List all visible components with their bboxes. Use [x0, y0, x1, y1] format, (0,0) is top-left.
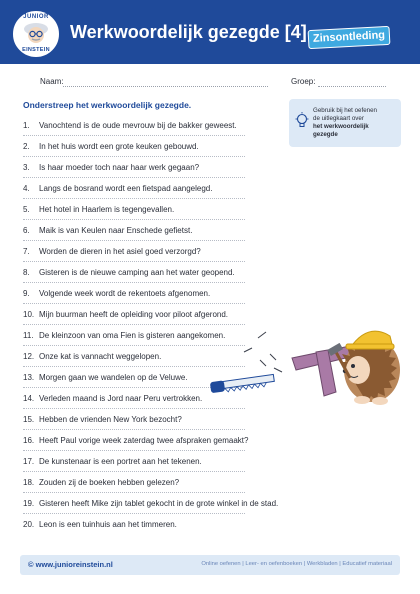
- item-sentence[interactable]: In het huis wordt een grote keuken gebouwd.: [39, 142, 199, 151]
- hard-hat-icon: [346, 331, 394, 349]
- exercise-item: [23, 268, 235, 280]
- item-sentence[interactable]: Is haar moeder toch naar haar werk gegaan?: [39, 163, 200, 172]
- exercise-item: [23, 121, 237, 133]
- exercise-item: [23, 499, 278, 511]
- info-line-1: Gebruik bij het oefenen: [313, 107, 377, 114]
- item-number: 10.: [23, 310, 35, 319]
- item-sentence[interactable]: Worden de dieren in het asiel goed verzorgd?: [39, 247, 201, 256]
- item-number: 11.: [23, 331, 34, 340]
- nails-icon: [244, 332, 282, 372]
- separator: [23, 303, 245, 304]
- item-sentence[interactable]: Onze kat is vannacht weggelopen.: [39, 352, 162, 361]
- exercise-item: [23, 415, 182, 427]
- item-number: 1.: [23, 121, 30, 130]
- item-number: 7.: [23, 247, 30, 256]
- info-line-3: het werkwoordelijk: [313, 123, 369, 130]
- item-sentence[interactable]: Vanochtend is de oude mevrouw bij de bakker geweest.: [39, 121, 237, 130]
- item-sentence[interactable]: Leon is een tuinhuis aan het timmeren.: [39, 520, 177, 529]
- item-sentence[interactable]: De kunstenaar is een portret aan het tekenen.: [39, 457, 202, 466]
- instruction-heading: Onderstreep het werkwoordelijk gezegde.: [23, 100, 192, 110]
- item-sentence[interactable]: Gisteren is de nieuwe camping aan het water geopend.: [39, 268, 235, 277]
- separator: [23, 450, 245, 451]
- exercise-item: [23, 247, 201, 259]
- separator: [23, 135, 245, 136]
- item-number: 8.: [23, 268, 30, 277]
- exercise-item: [23, 331, 225, 343]
- separator: [23, 513, 245, 514]
- item-number: 9.: [23, 289, 30, 298]
- item-sentence[interactable]: Langs de bosrand wordt een fietspad aangelegd.: [39, 184, 213, 193]
- exercise-item: [23, 163, 199, 175]
- separator: [23, 198, 245, 199]
- exercise-item: [23, 520, 177, 532]
- exercise-item: [23, 352, 161, 364]
- exercise-item: [23, 289, 210, 301]
- footer-website-link[interactable]: © www.junioreinstein.nl: [28, 560, 113, 569]
- item-sentence[interactable]: Zouden zij de boeken hebben gelezen?: [39, 478, 180, 487]
- item-number: 17.: [23, 457, 35, 466]
- item-number: 3.: [23, 163, 30, 172]
- item-number: 15.: [23, 415, 35, 424]
- item-number: 4.: [23, 184, 30, 193]
- hedgehog-carpenter-illustration: [200, 308, 410, 418]
- item-sentence[interactable]: Mijn buurman heeft de opleiding voor piloot afgerond.: [39, 310, 229, 319]
- exercise-item: [23, 184, 212, 196]
- item-sentence[interactable]: Heeft Paul vorige week zaterdag twee afspraken gemaakt?: [39, 436, 249, 445]
- item-number: 5.: [23, 205, 30, 214]
- junior-einstein-logo: [11, 9, 61, 59]
- info-text: [313, 107, 397, 139]
- group-label: Groep:: [291, 77, 316, 86]
- item-number: 6.: [23, 226, 30, 235]
- item-sentence[interactable]: Hebben de vrienden New York bezocht?: [39, 415, 182, 424]
- separator: [23, 429, 245, 430]
- group-field[interactable]: [318, 86, 386, 87]
- info-line-2: de uitlegkaart over: [313, 115, 364, 122]
- item-sentence[interactable]: De kleinzoon van oma Fien is gisteren aangekomen.: [39, 331, 226, 340]
- info-box: [289, 99, 401, 147]
- item-number: 14.: [23, 394, 35, 403]
- exercise-item: [23, 478, 179, 490]
- item-number: 13.: [23, 373, 35, 382]
- item-sentence[interactable]: Verleden maand is Jord naar Peru vertrokken.: [39, 394, 203, 403]
- footer-links[interactable]: Online oefenen | Leer- en oefenboeken | Werkbladen | Educatief materiaal: [201, 561, 392, 567]
- item-number: 18.: [23, 478, 35, 487]
- item-number: 19.: [23, 499, 35, 508]
- page-title: Werkwoordelijk gezegde [4]: [70, 22, 307, 42]
- item-number: 2.: [23, 142, 30, 151]
- item-sentence[interactable]: Morgen gaan we wandelen op de Veluwe.: [39, 373, 188, 382]
- exercise-item: [23, 373, 188, 385]
- exercise-item: [23, 142, 199, 154]
- logo-top-text: JUNIOR: [23, 14, 49, 20]
- separator: [23, 240, 245, 241]
- exercise-item: [23, 436, 248, 448]
- item-number: 20.: [23, 520, 35, 529]
- header-bar: [0, 0, 420, 64]
- exercise-item: [23, 457, 202, 469]
- separator: [23, 219, 245, 220]
- separator: [23, 492, 245, 493]
- item-sentence[interactable]: Volgende week wordt de rekentoets afgenomen.: [39, 289, 211, 298]
- info-line-4: gezegde: [313, 131, 338, 138]
- exercise-item: [23, 394, 202, 406]
- category-tag: Zinsontleding: [308, 26, 391, 49]
- separator: [23, 156, 245, 157]
- item-number: 12.: [23, 352, 35, 361]
- name-label: Naam:: [40, 77, 64, 86]
- item-sentence[interactable]: Maik is van Keulen naar Enschede gefietst.: [39, 226, 193, 235]
- separator: [23, 282, 245, 283]
- item-number: 16.: [23, 436, 35, 445]
- item-sentence[interactable]: Gisteren heeft Mike zijn tablet gekocht in de grote winkel in de stad.: [39, 499, 279, 508]
- exercise-item: [23, 226, 192, 238]
- lightbulb-icon: [295, 112, 309, 130]
- exercise-item: [23, 205, 174, 217]
- footer-bar: [20, 555, 400, 575]
- exercise-item: [23, 310, 228, 322]
- name-field[interactable]: [63, 86, 268, 87]
- separator: [23, 261, 245, 262]
- separator: [23, 471, 245, 472]
- saw-icon: [210, 374, 274, 393]
- item-sentence[interactable]: Het hotel in Haarlem is tegengevallen.: [39, 205, 175, 214]
- separator: [23, 177, 245, 178]
- logo-bottom-text: EINSTEIN: [22, 47, 50, 53]
